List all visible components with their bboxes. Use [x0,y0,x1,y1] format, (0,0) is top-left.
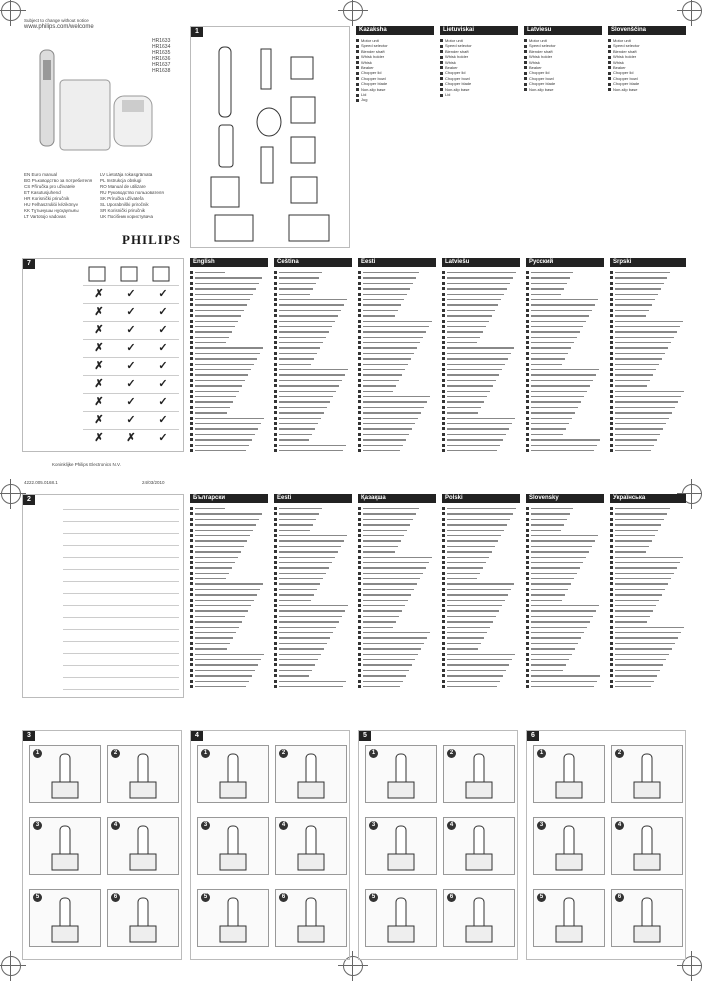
cleaning-row [83,339,179,357]
step-panel [22,730,182,960]
step-illustration [276,890,346,946]
text-line [358,684,436,689]
figure-tag: 4 [191,731,203,741]
col-header: Українська [610,494,686,503]
language-list: EN Euro manual LV Lietotāja rokasgrāmata BG Ръководство за потребителя PL Instrukcja obsługi CS Příručka pro uživatele RO Manual de utilizare ET Kasutusjuhend RU Руководство пользователя HR Korisnički priručnik SK Príručka užívateľa HU Felhasználói kézikönyv SL Uporabniški priročnik KK Тұтынушы нұсқаулығы SR Korisnički priručnik LT Vartotojo vadovas UK Посібник користувача [24,172,164,219]
text-line [274,448,352,453]
crop-mark-bl [1,956,21,976]
usage-row [63,689,179,702]
step-illustration [534,818,604,874]
cleaning-row [83,357,179,375]
col-header: Русский [526,258,604,267]
step-frame [533,817,605,875]
step-number: 2 [447,749,456,758]
cleaning-mark: ✗ [94,414,104,426]
step-illustration [612,818,682,874]
col-header: Kazaksha [356,26,434,35]
step-illustration [30,818,100,874]
step-frame [107,817,179,875]
leaflet-page [22,16,686,960]
step-frame [443,817,515,875]
step-illustration [534,890,604,946]
cleaning-mark: ✓ [158,360,168,372]
cleaning-row [83,411,179,429]
step-frame [29,889,101,947]
figure-tag: 3 [23,731,35,741]
column-body [442,506,520,689]
text-line [190,684,268,689]
step-number: 5 [537,893,546,902]
step-illustration [108,818,178,874]
step-illustration [444,746,514,802]
cleaning-mark: ✓ [158,378,168,390]
cleaning-mark: ✓ [126,360,136,372]
step-number: 6 [111,893,120,902]
step-number: 2 [279,749,288,758]
text-line [526,448,604,453]
step-illustration [444,818,514,874]
cleaning-mark: ✗ [94,342,104,354]
col-header: Latviesu [524,26,602,35]
crop-mark-tl [1,1,21,21]
text-line [610,448,686,453]
cleaning-mark: ✗ [126,432,136,444]
figure-tag: 6 [527,731,539,741]
footer-company: Koninklijke Philips Electronics N.V. [52,462,121,467]
step-number: 5 [369,893,378,902]
step-illustration [198,746,268,802]
column-body [526,506,604,689]
step-illustration [276,746,346,802]
cleaning-mark: ✗ [94,396,104,408]
col-header: Čeština [274,258,352,267]
step-illustration [198,818,268,874]
col-header: Български [190,494,268,503]
column-body [274,506,352,689]
column-body [358,270,436,453]
cleaning-mark: ✓ [158,396,168,408]
column-body [442,270,520,453]
col-header: Srpski [610,258,686,267]
text-line [274,684,352,689]
step-figures [22,730,686,960]
col-header: Қазақша [358,494,436,503]
figure-tag: 7 [23,259,35,269]
cleaning-mark: ✓ [126,342,136,354]
step-frame [275,889,347,947]
step-number: 6 [447,893,456,902]
step-illustration [444,890,514,946]
step-frame [107,889,179,947]
step-number: 6 [615,893,624,902]
step-panel [358,730,518,960]
cleaning-mark: ✗ [94,360,104,372]
step-number: 6 [279,893,288,902]
cleaning-mark: ✓ [158,342,168,354]
column-body [358,506,436,689]
step-number: 3 [33,821,42,830]
text-line [442,684,520,689]
col-header: Eesti [274,494,352,503]
cleaning-mark: ✓ [126,306,136,318]
col-header: Lietuviskai [440,26,518,35]
cleaning-mark: ✗ [94,324,104,336]
step-panel [190,730,350,960]
bottom-columns [190,494,686,724]
step-number: 4 [279,821,288,830]
text-line [442,448,520,453]
col-header: English [190,258,268,267]
step-frame [197,817,269,875]
cleaning-row [83,429,179,447]
col-header: Slovensky [526,494,604,503]
step-frame [443,889,515,947]
step-number: 4 [111,821,120,830]
model-list: HR1633 HR1634 HR1635 HR1636 HR1637 HR1638 [152,38,171,74]
text-line [610,684,686,689]
cleaning-mark: ✓ [126,396,136,408]
step-illustration [30,890,100,946]
footer-code: 4222.005.0168.1 [24,480,58,485]
cleaning-header-icons [81,263,181,285]
step-illustration [366,890,436,946]
cleaning-mark: ✗ [94,432,104,444]
cleaning-mark: ✗ [94,378,104,390]
step-illustration [108,746,178,802]
figure-tag: 5 [359,731,371,741]
cleaning-mark: ✓ [158,414,168,426]
step-illustration [534,746,604,802]
cleaning-mark: ✓ [158,432,168,444]
step-frame [611,889,683,947]
cleaning-row [83,393,179,411]
cleaning-mark: ✓ [126,288,136,300]
step-frame [365,817,437,875]
step-frame [197,889,269,947]
step-number: 3 [537,821,546,830]
cleaning-mark: ✓ [158,306,168,318]
cleaning-row [83,375,179,393]
step-illustration [108,890,178,946]
step-frame [275,817,347,875]
footer-date: 24/03/2010 [142,480,165,485]
step-number: 1 [201,749,210,758]
cleaning-row [83,303,179,321]
text-line [358,448,436,453]
step-frame [533,745,605,803]
column-body [190,270,268,453]
column-body: Motor unit Speed selector Blender shaft Whisk holder Whisk Beaker Chopper lid Chopper bowl Chopper blade Non-slip base [608,38,686,92]
step-number: 4 [447,821,456,830]
figure-tag: 2 [23,495,35,505]
column-body [526,270,604,453]
col-header: Latviešu [442,258,520,267]
cover-panel [22,16,184,256]
step-frame [29,745,101,803]
step-illustration [30,746,100,802]
step-frame [197,745,269,803]
step-frame [365,745,437,803]
parts-drawing [191,27,349,247]
philips-logo: PHILIPS [122,232,182,247]
step-illustration [276,818,346,874]
cleaning-row [83,285,179,303]
figure-tag: 1 [191,27,203,37]
cleaning-mark: ✗ [94,288,104,300]
column-body: Motor unit Speed selector Blender shaft Whisk holder Whisk Beaker Chopper lid Chopper bowl Chopper blade Non-slip base [524,38,602,92]
step-frame [443,745,515,803]
figure-1-parts [190,26,350,248]
cleaning-mark: ✗ [94,306,104,318]
step-number: 3 [369,821,378,830]
step-number: 5 [33,893,42,902]
step-panel [526,730,686,960]
top-columns [356,26,686,266]
step-number: 1 [369,749,378,758]
col-header: Slovenščina [608,26,686,35]
step-illustration [366,818,436,874]
step-frame [365,889,437,947]
column-body [610,270,686,453]
figure-7-cleaning [22,258,184,452]
footer-strip [22,460,184,490]
middle-columns [190,258,686,478]
cleaning-grid [83,285,179,447]
step-frame [611,745,683,803]
col-header: Polski [442,494,520,503]
step-number: 1 [537,749,546,758]
step-number: 2 [111,749,120,758]
step-number: 3 [201,821,210,830]
crop-mark-ml [1,484,21,504]
text-line [190,448,268,453]
step-frame [533,889,605,947]
figure-2-table [22,494,184,698]
text-line [526,684,604,689]
col-header: Eesti [358,258,436,267]
step-illustration [198,890,268,946]
column-body [610,506,686,689]
step-illustration [612,890,682,946]
step-frame [611,817,683,875]
step-number: 2 [615,749,624,758]
column-body: Motor unit Speed selector Blender shaft Whisk holder Whisk Beaker Chopper lid Chopper bowl Chopper blade Non-slip base Lid [440,38,518,97]
column-body: Motor unit Speed selector Blender shaft Whisk holder Whisk Beaker Chopper lid Chopper bowl Chopper blade Non-slip base Lid Jug [356,38,434,103]
cleaning-mark: ✓ [158,288,168,300]
product-photo [22,40,182,170]
step-number: 5 [201,893,210,902]
column-body [190,506,268,689]
step-illustration [366,746,436,802]
step-number: 4 [615,821,624,830]
cleaning-row [83,321,179,339]
step-frame [275,745,347,803]
cover-tiny-text: Subject to change without notice www.philips.com/welcome [24,18,94,30]
cleaning-mark: ✓ [158,324,168,336]
column-body [274,270,352,453]
step-illustration [612,746,682,802]
step-frame [107,745,179,803]
cleaning-mark: ✓ [126,378,136,390]
step-frame [29,817,101,875]
cleaning-mark: ✓ [126,414,136,426]
cleaning-mark: ✓ [126,324,136,336]
step-number: 1 [33,749,42,758]
